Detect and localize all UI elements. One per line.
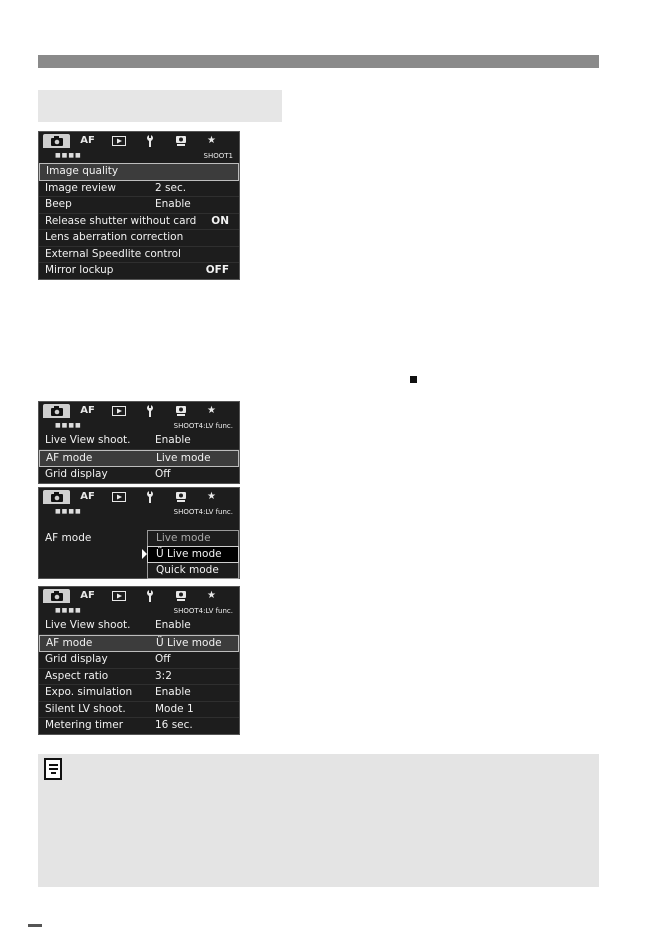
menu-row[interactable]: [39, 433, 239, 450]
heading-box: [38, 90, 282, 122]
row-value: 2 sec.: [155, 181, 187, 194]
af-tab[interactable]: AF: [80, 590, 95, 601]
row-label: Mirror lockup: [45, 264, 114, 276]
wrench-icon[interactable]: [136, 404, 163, 418]
page-id: SHOOT4:LV func.: [173, 422, 233, 430]
row-label: AF mode: [46, 636, 93, 649]
page-corner-mark: [28, 924, 42, 927]
wrench-icon[interactable]: [136, 134, 163, 148]
playback-icon[interactable]: [105, 490, 132, 504]
row-label: Beep: [45, 198, 72, 210]
camera-icon[interactable]: [43, 490, 70, 504]
camera-icon[interactable]: [43, 404, 70, 418]
menu-subbar: [39, 604, 239, 618]
row-label: Expo. simulation: [45, 686, 133, 698]
page-id: SHOOT1: [203, 152, 233, 160]
row-label: Image review: [45, 181, 116, 194]
custom-functions-icon[interactable]: [167, 404, 194, 418]
menu-row[interactable]: [39, 247, 239, 264]
camera-icon[interactable]: [43, 589, 70, 603]
menu-tab-bar: [39, 132, 239, 149]
playback-icon[interactable]: [105, 404, 132, 418]
playback-icon[interactable]: [105, 589, 132, 603]
note-icon: [44, 758, 62, 780]
row-label: Aspect ratio: [45, 669, 109, 682]
menu-row[interactable]: [39, 181, 239, 198]
row-value: Enable: [155, 619, 191, 631]
menu-row[interactable]: [39, 467, 239, 483]
row-value: Enable: [155, 198, 191, 210]
row-label: Release shutter without card: [45, 214, 197, 227]
af-mode-dropdown[interactable]: [147, 530, 239, 579]
star-icon[interactable]: ★: [207, 491, 216, 502]
menu-row[interactable]: [39, 669, 239, 686]
row-label: Image quality: [46, 165, 119, 177]
menu-row[interactable]: [39, 230, 239, 247]
menu-tab-bar: [39, 402, 239, 419]
row-label: Silent LV shoot.: [45, 702, 126, 715]
menu-screen-shoot4-c: [38, 586, 240, 735]
page-id: SHOOT4:LV func.: [173, 508, 233, 516]
page-id: SHOOT4:LV func.: [173, 607, 233, 615]
row-value: 16 sec.: [155, 719, 193, 731]
page-dots: ■■■■: [55, 508, 82, 515]
row-value: 3:2: [155, 669, 172, 682]
playback-icon[interactable]: [105, 134, 132, 148]
row-value: Ü Live mode: [156, 636, 222, 649]
row-label: Grid display: [45, 653, 108, 665]
row-value: Enable: [155, 434, 191, 446]
menu-tab-bar: [39, 587, 239, 604]
wrench-icon[interactable]: [136, 490, 163, 504]
menu-row[interactable]: [39, 635, 239, 653]
menu-row[interactable]: [39, 685, 239, 702]
section-end-mark: [410, 376, 417, 383]
row-value: Off: [155, 653, 171, 665]
row-label: Lens aberration correction: [45, 231, 184, 243]
menu-row[interactable]: [39, 197, 239, 214]
menu-row[interactable]: [39, 163, 239, 181]
row-label: Metering timer: [45, 719, 124, 731]
menu-subbar: [39, 419, 239, 433]
af-tab[interactable]: AF: [80, 491, 95, 502]
menu-row[interactable]: [39, 618, 239, 635]
page-dots: ■■■■: [55, 422, 82, 429]
menu-screen-shoot4-b: [38, 487, 240, 579]
page-dots: ■■■■: [55, 152, 82, 159]
dropdown-option-label: Ü Live mode: [156, 548, 222, 560]
note-box: [38, 754, 599, 887]
section-header-rule: [38, 55, 599, 68]
custom-functions-icon[interactable]: [167, 134, 194, 148]
star-icon[interactable]: ★: [207, 405, 216, 416]
selection-pointer-icon: [142, 549, 147, 559]
camera-icon[interactable]: [43, 134, 70, 148]
af-tab[interactable]: AF: [80, 135, 95, 146]
star-icon[interactable]: ★: [207, 135, 216, 146]
row-label: External Speedlite control: [45, 247, 181, 260]
custom-functions-icon[interactable]: [167, 589, 194, 603]
row-value: Enable: [155, 686, 191, 698]
row-label: Grid display: [45, 468, 108, 480]
dropdown-option-selected[interactable]: [147, 546, 239, 563]
menu-row[interactable]: [39, 450, 239, 468]
page-dots: ■■■■: [55, 607, 82, 614]
menu-row[interactable]: [39, 718, 239, 734]
row-label: AF mode: [46, 451, 93, 464]
row-label: AF mode: [45, 532, 92, 544]
custom-functions-icon[interactable]: [167, 490, 194, 504]
menu-row[interactable]: [39, 702, 239, 719]
af-tab[interactable]: AF: [80, 405, 95, 416]
row-label: Live View shoot.: [45, 434, 131, 446]
row-value: ON: [211, 214, 229, 227]
menu-screen-shoot1: [38, 131, 240, 280]
menu-row[interactable]: [39, 214, 239, 231]
row-label: Live View shoot.: [45, 619, 131, 631]
menu-tab-bar: [39, 488, 239, 505]
dropdown-option[interactable]: Live mode: [156, 532, 211, 544]
wrench-icon[interactable]: [136, 589, 163, 603]
star-icon[interactable]: ★: [207, 590, 216, 601]
menu-subbar: [39, 149, 239, 163]
row-value: OFF: [205, 264, 229, 276]
row-value: Mode 1: [155, 702, 194, 715]
dropdown-option[interactable]: Quick mode: [156, 564, 219, 576]
row-value: Live mode: [156, 451, 211, 464]
menu-screen-shoot4-a: [38, 401, 240, 484]
menu-row[interactable]: [39, 652, 239, 669]
menu-row[interactable]: [39, 263, 239, 279]
menu-subbar: [39, 505, 239, 519]
row-value: Off: [155, 468, 171, 480]
